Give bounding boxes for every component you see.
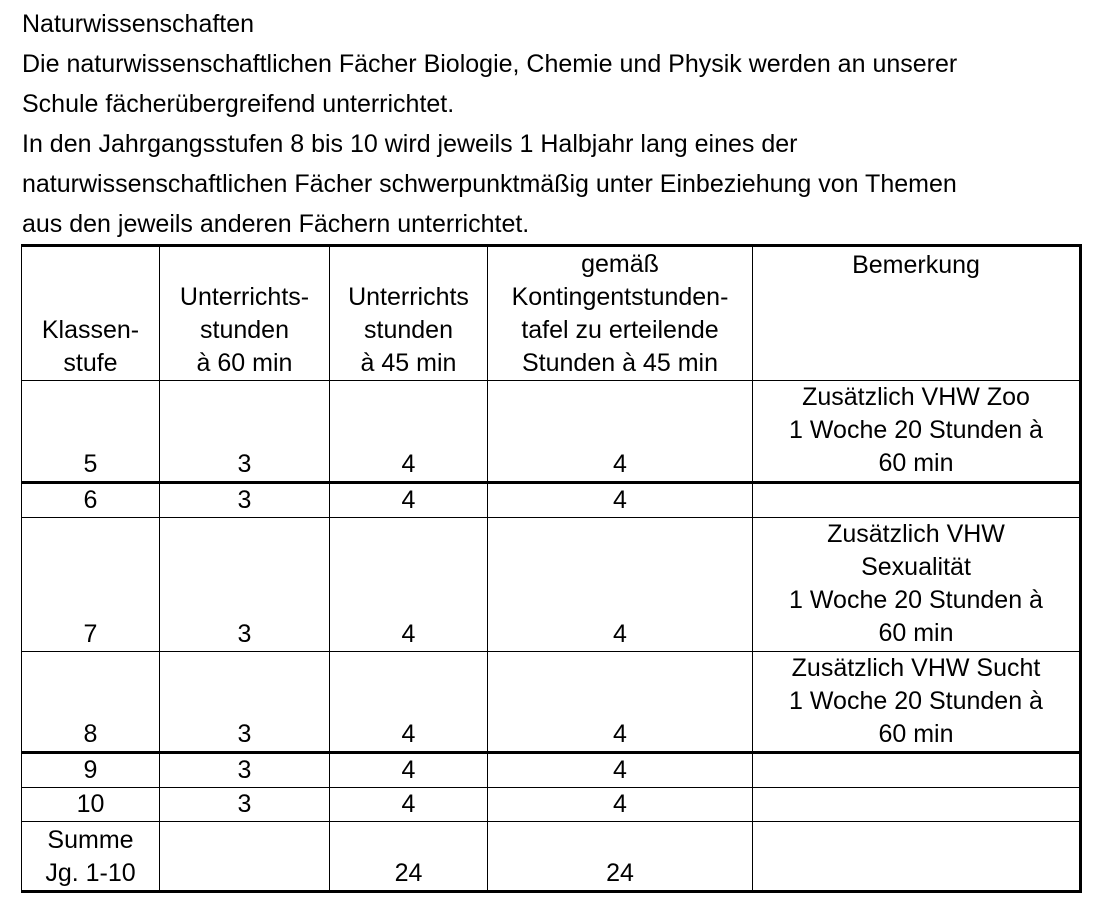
header-klassenstufe — [22, 246, 160, 381]
cell-kontingent: 4 — [488, 381, 753, 483]
header-line: tafel zu erteilende — [521, 316, 719, 344]
remark-line: 1 Woche 20 Stunden à — [789, 586, 1043, 614]
table-row — [22, 518, 1081, 652]
cell-kontingent: 4 — [488, 652, 753, 753]
cell-remark — [753, 483, 1081, 518]
cell-stufe: 10 — [22, 788, 160, 822]
cell-sum-h60 — [160, 822, 330, 892]
section-heading: Naturwissenschaften — [22, 10, 255, 38]
remark-line: 60 min — [878, 619, 954, 647]
header-line: stunden — [200, 316, 289, 344]
cell-h60: 3 — [160, 381, 330, 483]
header-line: Stunden à 45 min — [522, 349, 718, 377]
header-line: Klassen- — [41, 316, 140, 344]
cell-h60: 3 — [160, 788, 330, 822]
cell-stufe: 5 — [22, 381, 160, 483]
cell-h45: 4 — [330, 518, 488, 652]
cell-kontingent: 4 — [488, 788, 753, 822]
cell-remark — [753, 381, 1081, 483]
header-stunden-45 — [330, 246, 488, 381]
cell-h45: 4 — [330, 788, 488, 822]
header-line: Bemerkung — [852, 251, 980, 279]
cell-h60: 3 — [160, 652, 330, 753]
cell-h45: 4 — [330, 381, 488, 483]
sum-row — [22, 822, 1081, 892]
cell-stufe: 7 — [22, 518, 160, 652]
cell-h45: 4 — [330, 652, 488, 753]
header-kontingent — [488, 246, 753, 381]
cell-sum-h45: 24 — [330, 822, 488, 892]
sum-label-line: Jg. 1-10 — [45, 859, 136, 887]
cell-remark — [753, 652, 1081, 753]
remark-line: Zusätzlich VHW Sucht — [791, 654, 1041, 682]
header-line: à 45 min — [360, 349, 457, 377]
remark-line: Sexualität — [861, 553, 971, 581]
cell-remark — [753, 518, 1081, 652]
cell-stufe: 9 — [22, 753, 160, 788]
table-row — [22, 652, 1081, 753]
header-bemerkung — [753, 246, 1081, 381]
cell-h45: 4 — [330, 483, 488, 518]
table-row — [22, 381, 1081, 483]
intro-line: aus den jeweils anderen Fächern unterrichtet. — [22, 210, 530, 238]
header-line: Kontingentstunden- — [511, 283, 729, 311]
cell-h60: 3 — [160, 753, 330, 788]
cell-kontingent: 4 — [488, 753, 753, 788]
table-header-row — [22, 246, 1081, 381]
cell-remark — [753, 753, 1081, 788]
remark-line: 1 Woche 20 Stunden à — [789, 687, 1043, 715]
cell-sum-label — [22, 822, 160, 892]
header-line: Unterrichts — [348, 283, 469, 311]
intro-line: Die naturwissenschaftlichen Fächer Biologie, Chemie und Physik werden an unserer — [22, 50, 958, 78]
intro-line: naturwissenschaftlichen Fächer schwerpunktmäßig unter Einbeziehung von Themen — [22, 170, 957, 198]
table-row — [22, 483, 1081, 518]
sum-label-line: Summe — [47, 826, 134, 854]
header-line: stufe — [63, 349, 118, 377]
header-line: stunden — [364, 316, 453, 344]
remark-line: Zusätzlich VHW — [827, 520, 1005, 548]
cell-sum-kontingent: 24 — [488, 822, 753, 892]
cell-sum-remark — [753, 822, 1081, 892]
header-stunden-60 — [160, 246, 330, 381]
remark-line: 60 min — [878, 720, 954, 748]
header-line: à 60 min — [196, 349, 293, 377]
remark-line: 60 min — [878, 449, 954, 477]
table-row — [22, 753, 1081, 788]
cell-h60: 3 — [160, 483, 330, 518]
hours-table — [21, 244, 1082, 893]
intro-line: Schule fächerübergreifend unterrichtet. — [22, 90, 455, 118]
cell-kontingent: 4 — [488, 483, 753, 518]
remark-line: Zusätzlich VHW Zoo — [802, 383, 1030, 411]
intro-text — [22, 4, 1110, 244]
header-line: gemäß — [581, 250, 659, 278]
header-line: Unterrichts- — [179, 283, 310, 311]
remark-line: 1 Woche 20 Stunden à — [789, 416, 1043, 444]
cell-h45: 4 — [330, 753, 488, 788]
cell-h60: 3 — [160, 518, 330, 652]
cell-remark — [753, 788, 1081, 822]
intro-line: In den Jahrgangsstufen 8 bis 10 wird jeweils 1 Halbjahr lang eines der — [22, 130, 798, 158]
cell-kontingent: 4 — [488, 518, 753, 652]
cell-stufe: 8 — [22, 652, 160, 753]
table-row — [22, 788, 1081, 822]
cell-stufe: 6 — [22, 483, 160, 518]
